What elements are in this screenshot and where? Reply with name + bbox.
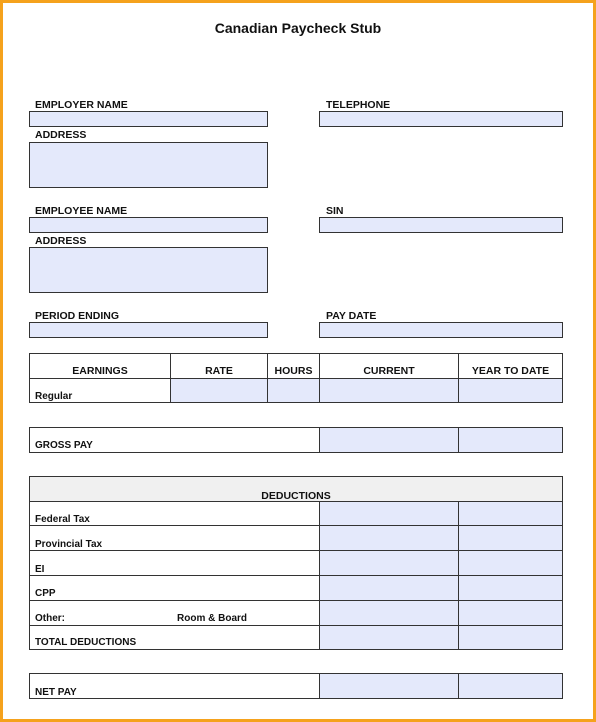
- regular-rate-cell[interactable]: [171, 379, 267, 402]
- other-ytd-cell[interactable]: [459, 601, 562, 625]
- earnings-header: EARNINGS: [72, 365, 128, 377]
- regular-label: Regular: [35, 391, 73, 402]
- net-pay-current-cell[interactable]: [320, 674, 458, 698]
- gross-pay-label: GROSS PAY: [35, 440, 93, 451]
- period-ending-field[interactable]: [29, 322, 268, 338]
- regular-hours-cell[interactable]: [268, 379, 319, 402]
- employer-name-field[interactable]: [29, 111, 268, 127]
- net-pay-ytd-cell[interactable]: [459, 674, 562, 698]
- regular-current-cell[interactable]: [320, 379, 458, 402]
- gross-pay-current-cell[interactable]: [320, 428, 458, 452]
- federal-tax-ytd-cell[interactable]: [459, 502, 562, 525]
- rate-header: RATE: [205, 365, 233, 377]
- employer-address-field[interactable]: [29, 142, 268, 188]
- sin-label: SIN: [326, 205, 344, 217]
- employee-address-field[interactable]: [29, 247, 268, 293]
- pay-date-label: PAY DATE: [326, 310, 377, 322]
- period-ending-label: PERIOD ENDING: [35, 310, 120, 322]
- cpp-ytd-cell[interactable]: [459, 576, 562, 600]
- total-deductions-current-cell[interactable]: [320, 626, 458, 649]
- employee-address-label: ADDRESS: [35, 235, 87, 247]
- pay-date-field[interactable]: [319, 322, 563, 338]
- provincial-tax-current-cell[interactable]: [320, 526, 458, 550]
- employee-name-label: EMPLOYEE NAME: [35, 205, 128, 217]
- page-title: Canadian Paycheck Stub: [214, 20, 382, 36]
- federal-tax-label: Federal Tax: [35, 514, 90, 525]
- other-current-cell[interactable]: [320, 601, 458, 625]
- cpp-label: CPP: [35, 588, 56, 599]
- ytd-header: YEAR TO DATE: [471, 365, 550, 377]
- telephone-label: TELEPHONE: [326, 99, 391, 111]
- employer-address-label: ADDRESS: [35, 129, 87, 141]
- ei-ytd-cell[interactable]: [459, 551, 562, 575]
- provincial-tax-ytd-cell[interactable]: [459, 526, 562, 550]
- deductions-header: DEDUCTIONS: [261, 490, 331, 502]
- provincial-tax-label: Provincial Tax: [35, 539, 103, 550]
- gross-pay-ytd-cell[interactable]: [459, 428, 562, 452]
- total-deductions-ytd-cell[interactable]: [459, 626, 562, 649]
- ei-current-cell[interactable]: [320, 551, 458, 575]
- cpp-current-cell[interactable]: [320, 576, 458, 600]
- employee-name-field[interactable]: [29, 217, 268, 233]
- telephone-field[interactable]: [319, 111, 563, 127]
- hours-header: HOURS: [274, 365, 313, 377]
- sin-field[interactable]: [319, 217, 563, 233]
- employer-name-label: EMPLOYER NAME: [35, 99, 128, 111]
- current-header: CURRENT: [363, 365, 415, 377]
- total-deductions-label: TOTAL DEDUCTIONS: [35, 637, 137, 648]
- net-pay-label: NET PAY: [35, 687, 77, 698]
- ei-label: EI: [35, 564, 45, 575]
- other-note: Room & Board: [177, 613, 247, 624]
- regular-ytd-cell[interactable]: [459, 379, 562, 402]
- federal-tax-current-cell[interactable]: [320, 502, 458, 525]
- other-label: Other:: [35, 613, 65, 624]
